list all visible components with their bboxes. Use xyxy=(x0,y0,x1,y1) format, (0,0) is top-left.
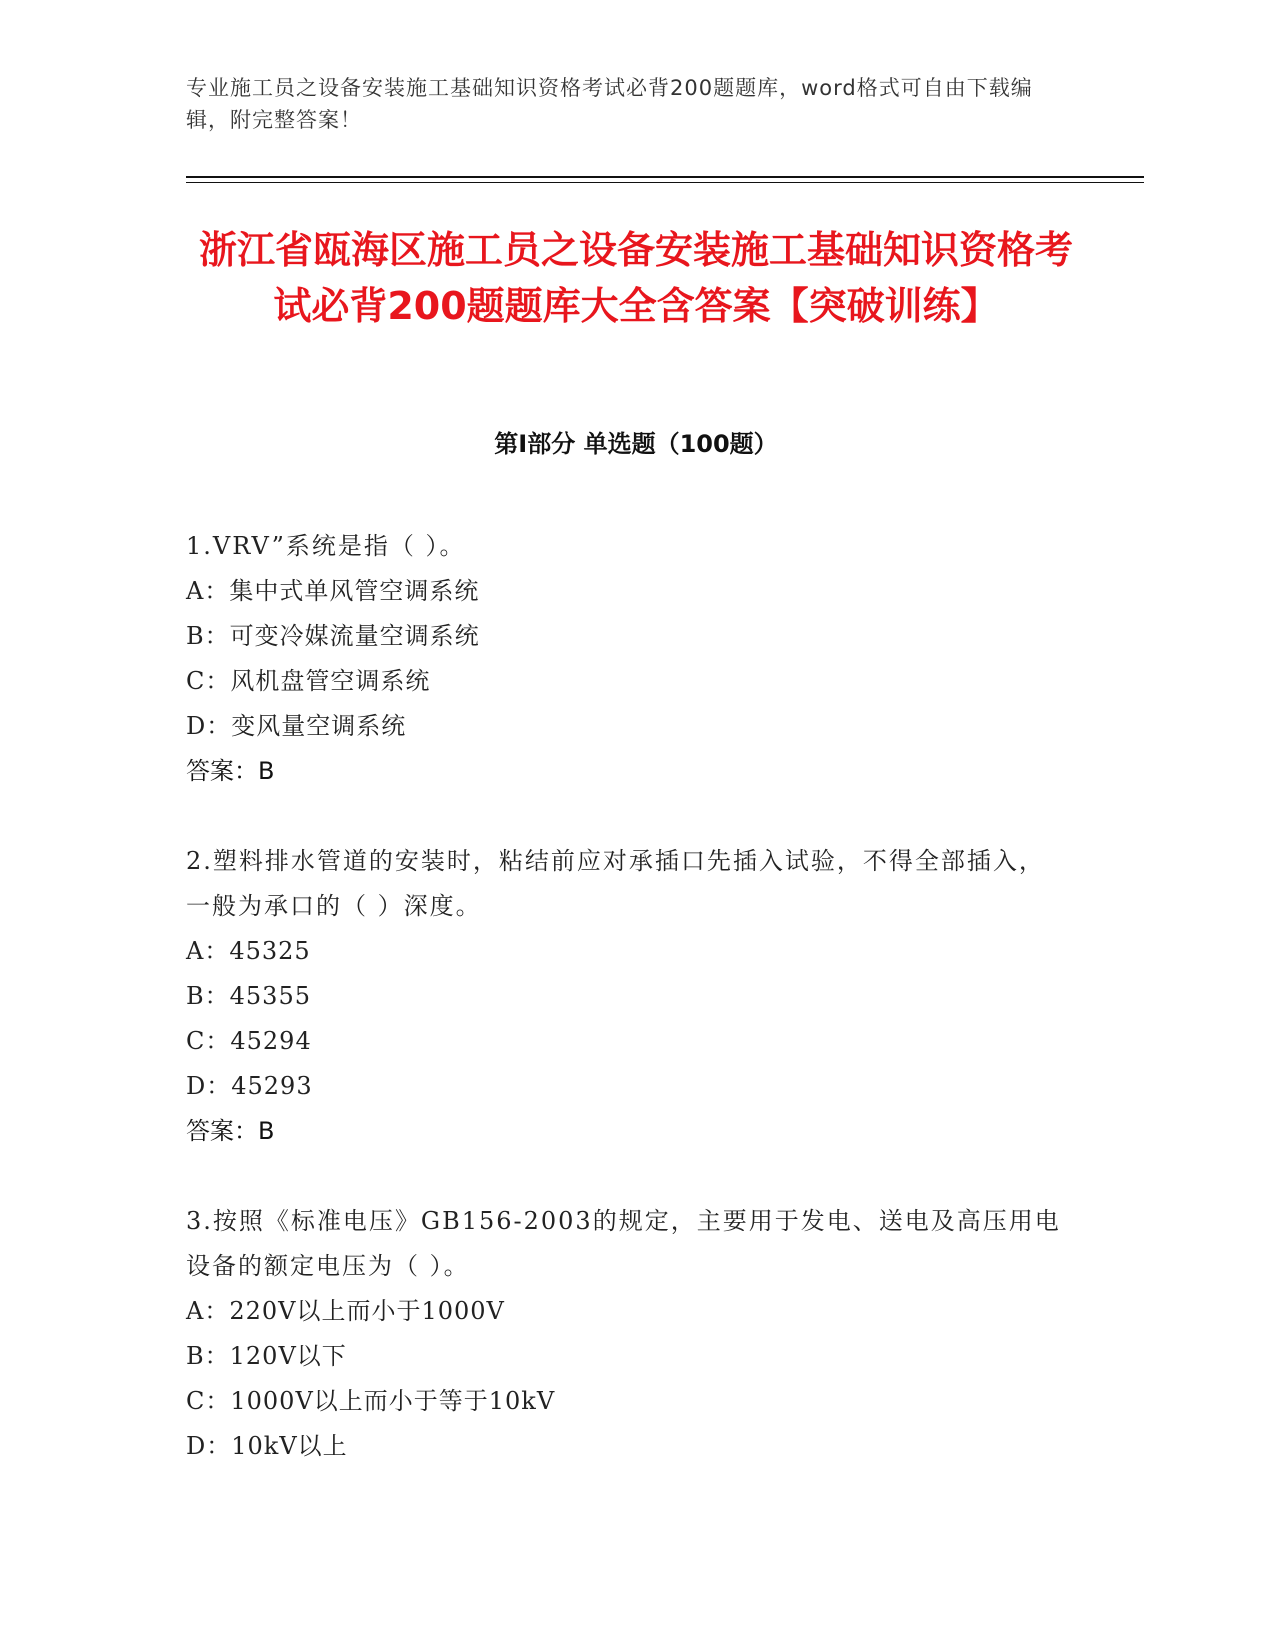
option-c: C：1000V以上而小于等于10kV xyxy=(186,1387,556,1415)
option-a: A：220V以上而小于1000V xyxy=(186,1297,505,1325)
question-list xyxy=(186,524,1066,1514)
option-b: B：可变冷媒流量空调系统 xyxy=(186,622,480,650)
answer-line: 答案：B xyxy=(186,1117,275,1145)
question-item xyxy=(186,1199,1066,1469)
option-d: D：45293 xyxy=(186,1072,313,1100)
answer-line: 答案：B xyxy=(186,757,275,785)
header-note: 专业施工员之设备安装施工基础知识资格考试必背200题题库，word格式可自由下载编辑，附完整答案！ xyxy=(186,76,1033,132)
option-d: D：变风量空调系统 xyxy=(186,712,407,740)
header-divider-thick xyxy=(186,176,1144,178)
section-heading: 第I部分 单选题（100题） xyxy=(494,430,778,458)
question-item xyxy=(186,524,1066,794)
question-item xyxy=(186,839,1066,1154)
option-b: B：45355 xyxy=(186,982,311,1010)
question-stem: 1.VRV”系统是指（ ）。 xyxy=(186,532,466,560)
option-c: C：风机盘管空调系统 xyxy=(186,667,431,695)
question-stem: 3.按照《标准电压》GB156-2003的规定，主要用于发电、送电及高压用电设备的额定电压为（ ）。 xyxy=(186,1207,1061,1280)
option-c: C：45294 xyxy=(186,1027,312,1055)
header-divider-thin xyxy=(186,182,1144,183)
question-stem: 2.塑料排水管道的安装时，粘结前应对承插口先插入试验，不得全部插入，一般为承口的（ ）深度。 xyxy=(186,847,1045,920)
option-a: A：45325 xyxy=(186,937,311,965)
option-d: D：10kV以上 xyxy=(186,1432,348,1460)
option-a: A：集中式单风管空调系统 xyxy=(186,577,480,605)
document-title: 浙江省瓯海区施工员之设备安装施工基础知识资格考试必背200题题库大全含答案【突破训练】 xyxy=(198,228,1073,328)
option-b: B：120V以下 xyxy=(186,1342,347,1370)
